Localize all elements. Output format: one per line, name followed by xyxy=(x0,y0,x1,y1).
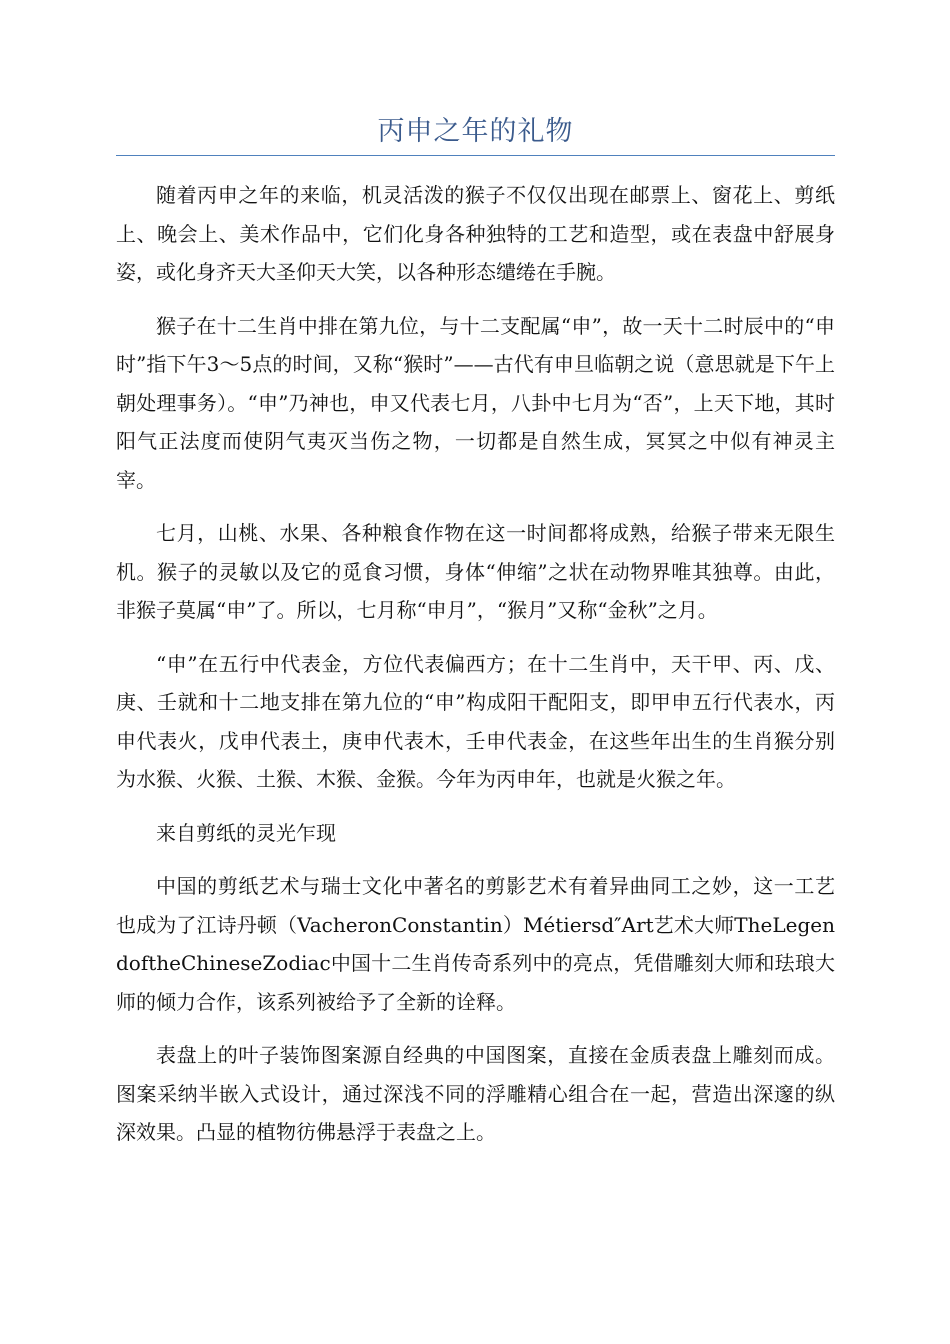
section-heading: 来自剪纸的灵光乍现 xyxy=(156,820,336,845)
paragraph: “申”在五行中代表金，方位代表偏西方；在十二生肖中，天干甲、丙、戊、庚、壬就和十二地支排在第九位的“申”构成阳干配阳支，即甲申五行代表水，丙申代表火，戊申代表土，庚申代表木，壬申代表金，在这些年出生的生肖猴分别为水猴、火猴、土猴、木猴、金猴。今年为丙申年，也就是火猴之年。 xyxy=(116,651,835,791)
title-underline xyxy=(116,155,835,156)
paragraph: 中国的剪纸艺术与瑞士文化中著名的剪影艺术有着异曲同工之妙，这一工艺也成为了江诗丹顿（VacheronConstantin）Métiersd″Art艺术大师TheLegendoftheChineseZodiac中国十二生肖传奇系列中的亮点，凭借雕刻大师和珐琅大师的倾力合作，该系列被给予了全新的诠释。 xyxy=(116,874,835,1014)
paragraph: 七月，山桃、水果、各种粮食作物在这一时间都将成熟，给猴子带来无限生机。猴子的灵敏以及它的觅食习惯，身体“伸缩”之状在动物界唯其独尊。由此，非猴子莫属“申”了。所以，七月称“申月”，“猴月”又称“金秋”之月。 xyxy=(116,521,835,622)
document-body xyxy=(116,176,835,1167)
document-title: 丙申之年的礼物 xyxy=(377,116,574,147)
paragraph: 随着丙申之年的来临，机灵活泼的猴子不仅仅出现在邮票上、窗花上、剪纸上、晚会上、美术作品中，它们化身各种独特的工艺和造型，或在表盘中舒展身姿，或化身齐天大圣仰天大笑，以各种形态缱绻在手腕。 xyxy=(116,183,835,284)
paragraph: 猴子在十二生肖中排在第九位，与十二支配属“申”，故一天十二时辰中的“申时”指下午3～5点的时间，又称“猴时”——古代有申旦临朝之说（意思就是下午上朝处理事务）。“申”乃神也，申又代表七月，八卦中七月为“否”，上天下地，其时阳气正法度而使阴气夷灭当伤之物，一切都是自然生成，冥冥之中似有神灵主宰。 xyxy=(116,313,835,492)
paragraph: 表盘上的叶子装饰图案源自经典的中国图案，直接在金质表盘上雕刻而成。图案采纳半嵌入式设计，通过深浅不同的浮雕精心组合在一起，营造出深邃的纵深效果。凸显的植物彷佛悬浮于表盘之上。 xyxy=(116,1043,835,1144)
